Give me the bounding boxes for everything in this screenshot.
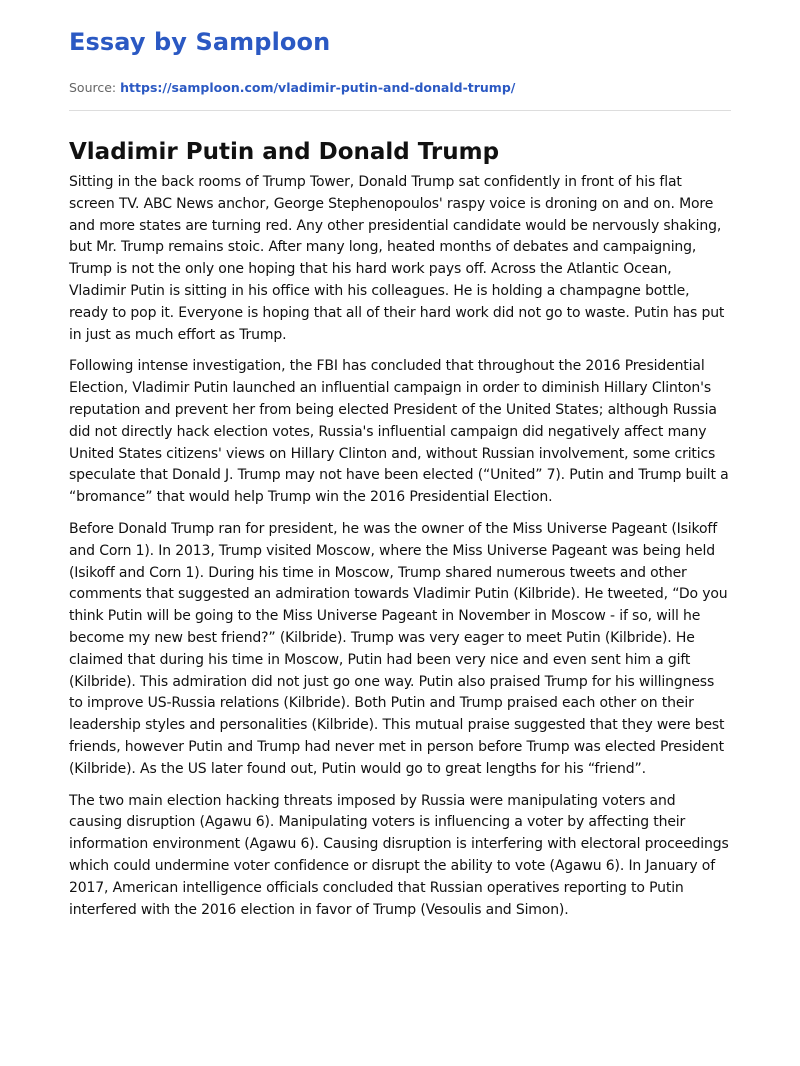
paragraph: Sitting in the back rooms of Trump Tower, Donald Trump sat confidently in front of his flat screen TV. ABC News anchor, George Stephenopoulos' raspy voice is droning on and on. More and more states are turning red. Any other presidential candidate would be nervously shaking, but Mr. Trump remains stoic. After many long, heated months of debates and campaigning, Trump is not the only one hoping that his hard work pays off. Across the Atlantic Ocean, Vladimir Putin is sitting in his office with his colleagues. He is holding a champagne bottle, ready to pop it. Everyone is hoping that all of their hard work did not go to waste. Putin has put in just as much effort as Trump. — [69, 174, 725, 343]
paragraph: The two main election hacking threats imposed by Russia were manipulating voters and causing disruption (Agawu 6). Manipulating voters is influencing a voter by affecting their information environment (Agawu 6). Causing disruption is interfering with electoral proceedings which could undermine voter confidence or disrupt the ability to vote (Agawu 6). In January of 2017, American intelligence officials concluded that Russian operatives reporting to Putin interfered with the 2016 election in favor of Trump (Vesoulis and Simon). — [69, 792, 729, 918]
source-line — [69, 80, 515, 95]
paragraph: Before Donald Trump ran for president, he was the owner of the Miss Universe Pageant (Isikoff and Corn 1). In 2013, Trump visited Moscow, where the Miss Universe Pageant was being held (Isikoff and Corn 1). During his time in Moscow, Trump shared numerous tweets and other comments that suggested an admiration towards Vladimir Putin (Kilbride). He tweeted, “Do you think Putin will be going to the Miss Universe Pageant in November in Moscow - if so, will he become my new best friend?” (Kilbride). Trump was very eager to meet Putin (Kilbride). He claimed that during his time in Moscow, Putin had been very nice and even sent him a gift (Kilbride). This admiration did not just go one way. Putin also praised Trump for his willingness to improve US-Russia relations (Kilbride). Both Putin and Trump praised each other on their leadership styles and personalities (Kilbride). This mutual praise suggested that they were best friends, however Putin and Trump had never met in person before Trump was elected President (Kilbride). As the US later found out, Putin would go to great lengths for his “friend”. — [69, 520, 728, 777]
article-title: Vladimir Putin and Donald Trump — [69, 139, 500, 166]
source-label: Source: — [69, 80, 117, 95]
article-body — [69, 172, 731, 931]
header-divider — [69, 110, 731, 111]
paragraph: Following intense investigation, the FBI has concluded that throughout the 2016 Presidential Election, Vladimir Putin launched an influential campaign in order to diminish Hillary Clinton's reputation and prevent her from being elected President of the United States; although Russia did not directly hack election votes, Russia's influential campaign did negatively affect many United States citizens' views on Hillary Clinton and, without Russian involvement, some critics speculate that Donald J. Trump may not have been elected (“United” 7). Putin and Trump built a “bromance” that would help Trump win the 2016 Presidential Election. — [69, 358, 729, 506]
source-link[interactable]: https://samploon.com/vladimir-putin-and-donald-trump/ — [120, 80, 516, 95]
site-brand[interactable]: Essay by Samploon — [69, 28, 331, 56]
